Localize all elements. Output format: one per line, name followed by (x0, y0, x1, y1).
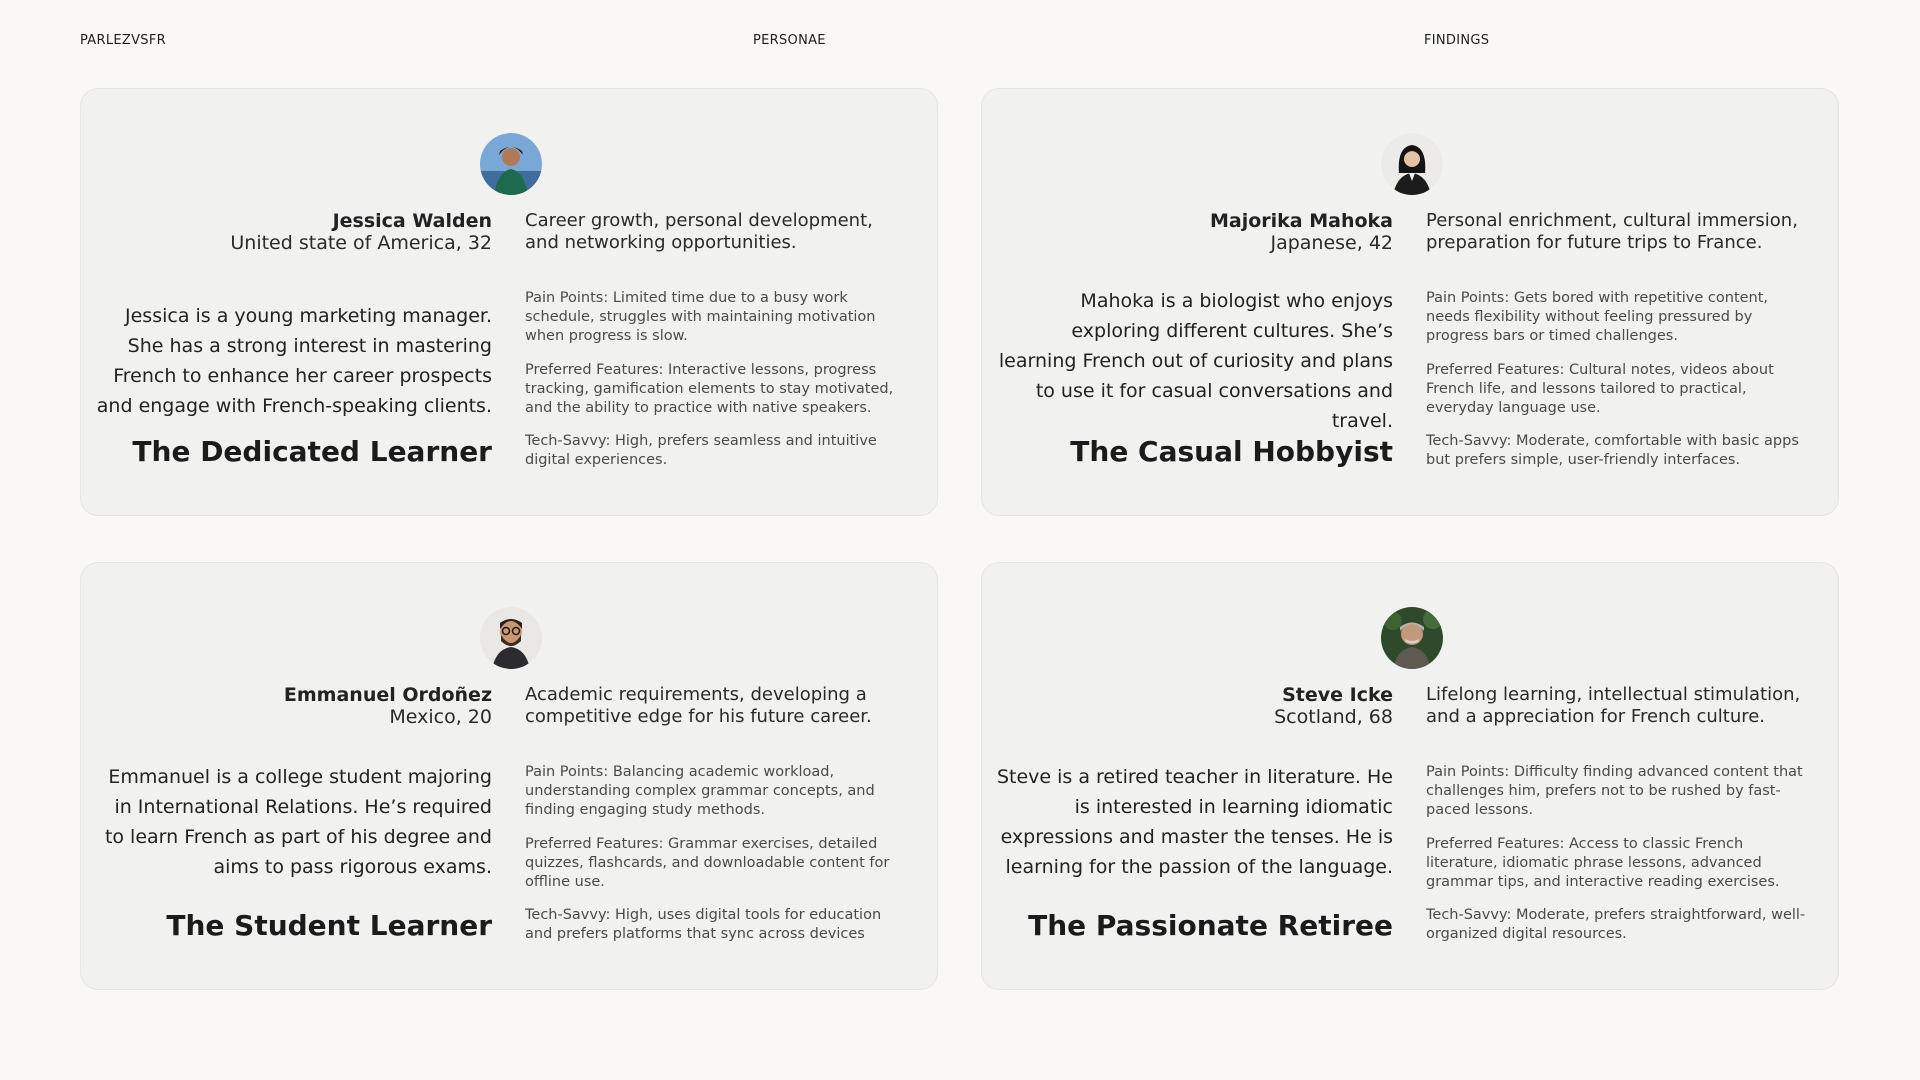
persona-location-age: Scotland, 68 (1274, 706, 1393, 728)
persona-title: The Casual Hobbyist (1070, 435, 1393, 468)
persona-bio: Emmanuel is a college student majoring in International Relations. He’s required to learn French as part of his degree and aims to pass rigorous exams. (104, 766, 492, 878)
persona-tech-savvy: Tech-Savvy: High, prefers seamless and intuitive digital experiences. (525, 433, 877, 468)
persona-preferred-features: Preferred Features: Grammar exercises, detailed quizzes, flashcards, and downloadable content for offline use. (525, 836, 890, 890)
avatar-steve (1381, 607, 1443, 669)
persona-location-age: Japanese, 42 (1270, 232, 1393, 254)
persona-title: The Passionate Retiree (1028, 909, 1393, 942)
persona-goals: Academic requirements, developing a competitive edge for his future career. (525, 684, 872, 727)
persona-title: The Dedicated Learner (132, 435, 492, 468)
persona-pain-points: Pain Points: Gets bored with repetitive content, needs flexibility without feeling pressured by progress bars or timed challenges. (1426, 290, 1769, 344)
nav-link-findings[interactable]: FINDINGS (1424, 33, 1490, 48)
avatar-emmanuel (480, 607, 542, 669)
persona-card-emmanuel (80, 562, 938, 990)
persona-name: Majorika Mahoka (1209, 210, 1393, 232)
persona-bio: Steve is a retired teacher in literature. He is interested in learning idiomatic expressions and master the tenses. He is learning for the passion of the language. (996, 766, 1393, 878)
persona-tech-savvy: Tech-Savvy: High, uses digital tools for education and prefers platforms that sync across devices (525, 907, 882, 942)
persona-pain-points: Pain Points: Limited time due to a busy work schedule, struggles with maintaining motivation when progress is slow. (525, 290, 876, 344)
persona-preferred-features: Preferred Features: Access to classic French literature, idiomatic phrase lessons, advanced grammar tips, and interactive reading exercises. (1426, 836, 1780, 890)
persona-tech-savvy: Tech-Savvy: Moderate, prefers straightforward, well-organized digital resources. (1426, 907, 1806, 942)
persona-name: Jessica Walden (332, 210, 492, 232)
persona-goals: Lifelong learning, intellectual stimulation, and a appreciation for French culture. (1426, 684, 1801, 727)
persona-pain-points: Pain Points: Difficulty finding advanced content that challenges him, prefers not to be rushed by fast-paced lessons. (1426, 764, 1803, 818)
persona-preferred-features: Preferred Features: Cultural notes, videos about French life, and lessons tailored to practical, everyday language use. (1426, 362, 1774, 416)
persona-location-age: United state of America, 32 (230, 232, 492, 254)
persona-pain-points: Pain Points: Balancing academic workload, understanding complex grammar concepts, and finding engaging study methods. (525, 764, 875, 818)
persona-name: Emmanuel Ordoñez (283, 684, 492, 706)
persona-goals: Personal enrichment, cultural immersion, preparation for future trips to France. (1426, 210, 1798, 253)
persona-card-steve (981, 562, 1839, 990)
persona-bio: Mahoka is a biologist who enjoys exploring different cultures. She’s learning French out of curiosity and plans to use it for casual conversations and travel. (998, 290, 1393, 432)
persona-bio: Jessica is a young marketing manager. She has a strong interest in mastering French to enhance her career prospects and engage with French-speaking clients. (96, 305, 492, 417)
avatar-majorika (1381, 133, 1443, 195)
persona-tech-savvy: Tech-Savvy: Moderate, comfortable with basic apps but prefers simple, user-friendly interfaces. (1426, 433, 1799, 468)
persona-name: Steve Icke (1282, 684, 1393, 706)
persona-card-majorika (981, 88, 1839, 516)
persona-card-jessica (80, 88, 938, 516)
persona-title: The Student Learner (166, 909, 492, 942)
persona-preferred-features: Preferred Features: Interactive lessons, progress tracking, gamification elements to stay motivated, and the ability to practice with native speakers. (525, 362, 894, 416)
persona-goals: Career growth, personal development, and networking opportunities. (525, 210, 873, 253)
nav-link-personae[interactable]: PERSONAE (753, 33, 826, 48)
brand-link[interactable]: PARLEZVSFR (80, 33, 166, 48)
persona-location-age: Mexico, 20 (389, 706, 492, 728)
avatar-jessica (480, 133, 542, 195)
